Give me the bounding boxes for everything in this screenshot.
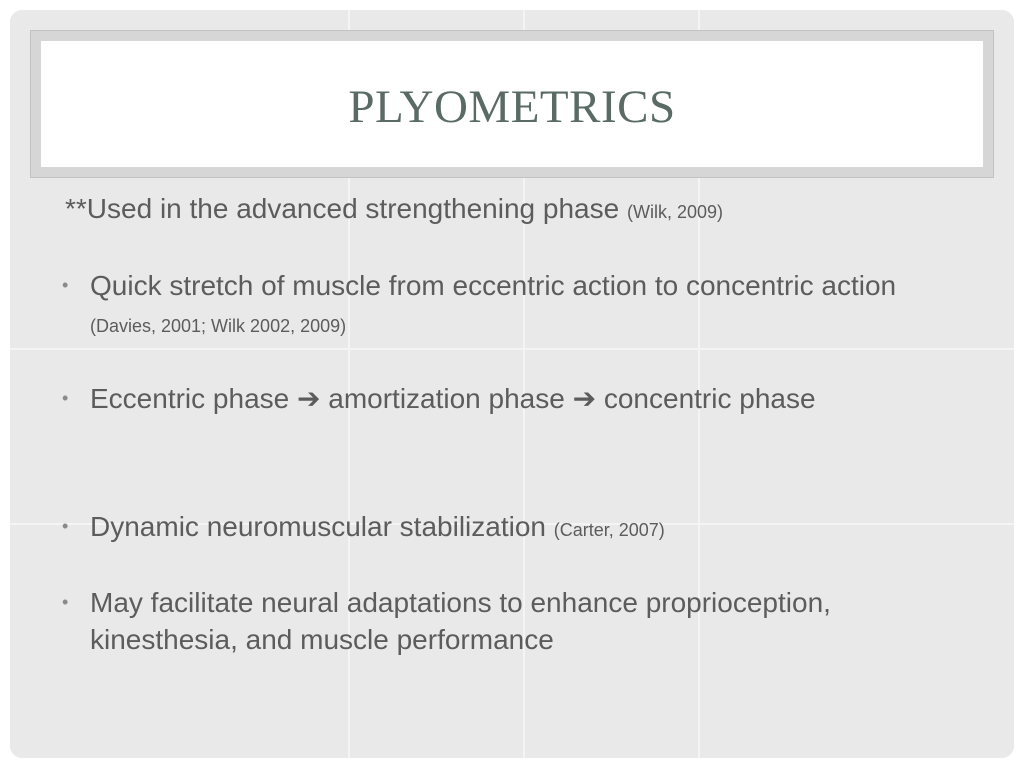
bullet-item <box>62 584 930 658</box>
bullet-citation: (Carter, 2007) <box>553 520 665 540</box>
bullet-citation: (Davies, 2001; Wilk 2002, 2009) <box>90 316 347 336</box>
bullet-item <box>62 267 930 345</box>
arrow-right-icon: ➔ <box>572 383 597 414</box>
intro-citation: (Wilk, 2009) <box>626 202 723 222</box>
bullet-text: concentric phase <box>596 383 816 414</box>
bullet-text: Quick stretch of muscle from eccentric action to concentric action <box>90 270 897 301</box>
intro-line <box>65 190 723 231</box>
bullet-marker: • <box>62 592 69 612</box>
slide-title: PLYOMETRICS <box>348 81 676 133</box>
bullet-text: May facilitate neural adaptations to enhance proprioception, kinesthesia, and muscle performance <box>90 587 831 655</box>
bullet-text: Dynamic neuromuscular stabilization <box>90 511 554 542</box>
intro-text: **Used in the advanced strengthening phase <box>65 193 627 224</box>
bullet-marker: • <box>62 275 69 295</box>
bullet-text: Eccentric phase <box>90 383 297 414</box>
bullet-text: amortization phase <box>320 383 573 414</box>
bullet-item <box>62 380 930 417</box>
bullet-marker: • <box>62 516 69 536</box>
bullet-item <box>62 508 930 549</box>
bullet-marker: • <box>62 388 69 408</box>
arrow-right-icon: ➔ <box>297 383 321 414</box>
